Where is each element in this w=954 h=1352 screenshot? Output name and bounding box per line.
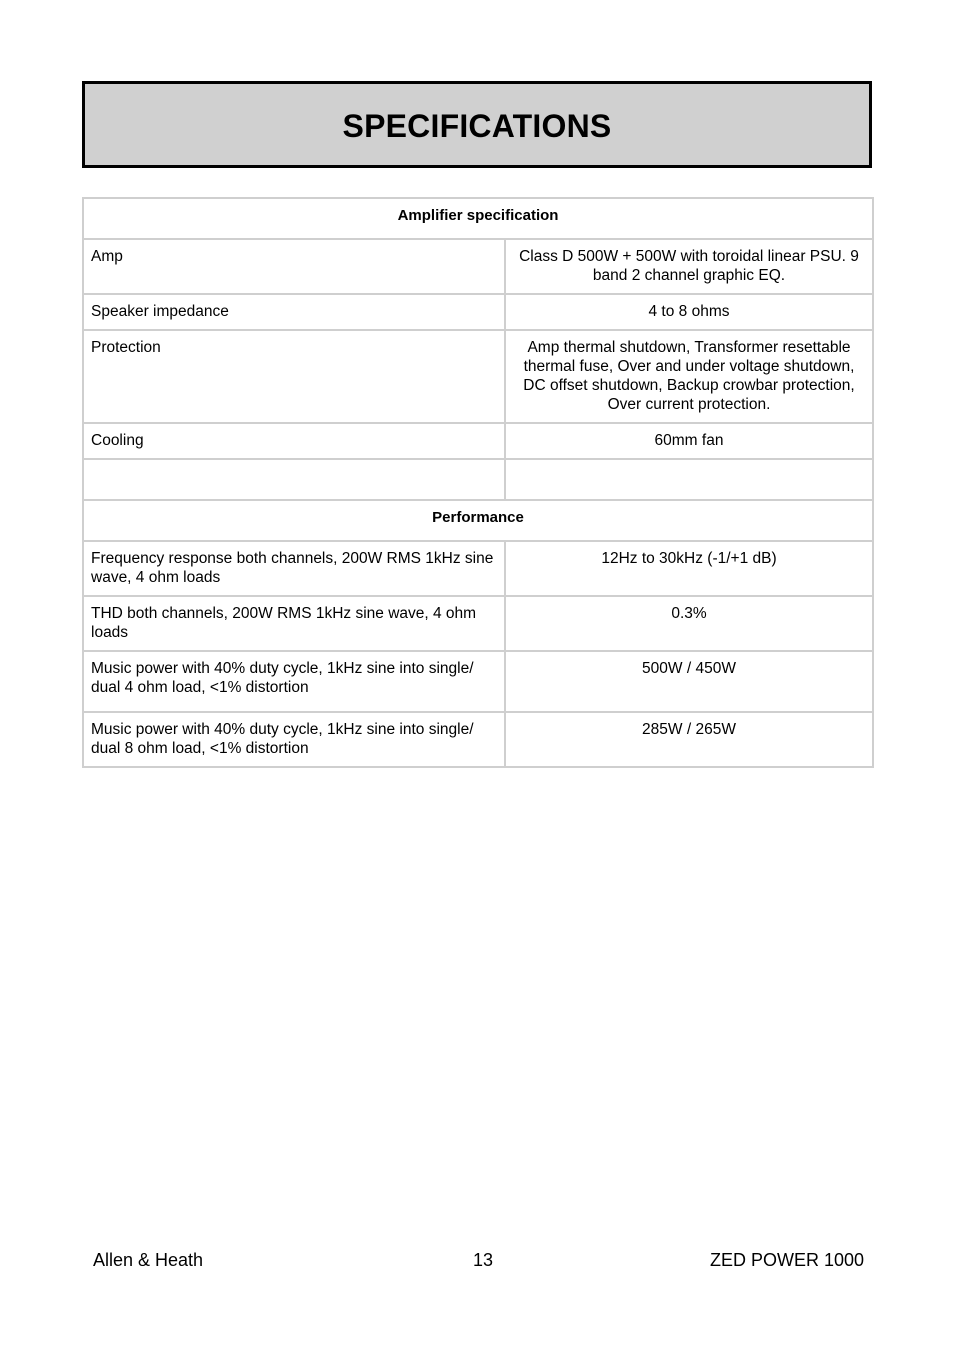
spec-value	[505, 459, 873, 500]
spec-value: 285W / 265W	[505, 712, 873, 767]
table-row	[83, 330, 873, 423]
spec-label: Music power with 40% duty cycle, 1kHz sine into single/ dual 8 ohm load, <1% distortion	[83, 712, 505, 767]
spec-label: Protection	[83, 330, 505, 423]
table-row	[83, 651, 873, 712]
spec-value: 60mm fan	[505, 423, 873, 459]
spec-value: 500W / 450W	[505, 651, 873, 712]
table-row	[83, 294, 873, 330]
spec-value: 0.3%	[505, 596, 873, 651]
spec-value: 12Hz to 30kHz (-1/+1 dB)	[505, 541, 873, 596]
spec-label: Cooling	[83, 423, 505, 459]
table-row	[83, 596, 873, 651]
page-title: SPECIFICATIONS	[342, 108, 612, 144]
spec-value: Amp thermal shutdown, Transformer resettable thermal fuse, Over and under voltage shutdown, DC offset shutdown, Backup crowbar protection, Over current protection.	[505, 330, 873, 423]
section-header-row	[83, 500, 873, 541]
specifications-table	[82, 197, 874, 768]
table-row	[83, 239, 873, 294]
table-row	[83, 423, 873, 459]
footer-company: Allen & Heath	[93, 1250, 204, 1270]
footer-product: ZED POWER 1000	[709, 1250, 864, 1270]
spec-label: Frequency response both channels, 200W RMS 1kHz sine wave, 4 ohm loads	[83, 541, 505, 596]
empty-row	[83, 459, 873, 500]
spec-value: 4 to 8 ohms	[505, 294, 873, 330]
table-row	[83, 712, 873, 767]
spec-value-text: Class D 500W + 500W with toroidal linear PSU. 9 band 2 channel graphic EQ.	[519, 248, 859, 284]
title-box	[82, 81, 872, 168]
page-number: 13	[473, 1250, 494, 1270]
spec-label: Music power with 40% duty cycle, 1kHz sine into single/ dual 4 ohm load, <1% distortion	[83, 651, 505, 712]
section-heading: Amplifier specification	[83, 198, 873, 239]
section-heading: Performance	[83, 500, 873, 541]
spec-label	[83, 459, 505, 500]
table-row	[83, 541, 873, 596]
spec-label: Speaker impedance	[83, 294, 505, 330]
spec-label: Amp	[83, 239, 505, 294]
spec-label: THD both channels, 200W RMS 1kHz sine wave, 4 ohm loads	[83, 596, 505, 651]
spec-value	[505, 239, 873, 294]
section-header-row	[83, 198, 873, 239]
